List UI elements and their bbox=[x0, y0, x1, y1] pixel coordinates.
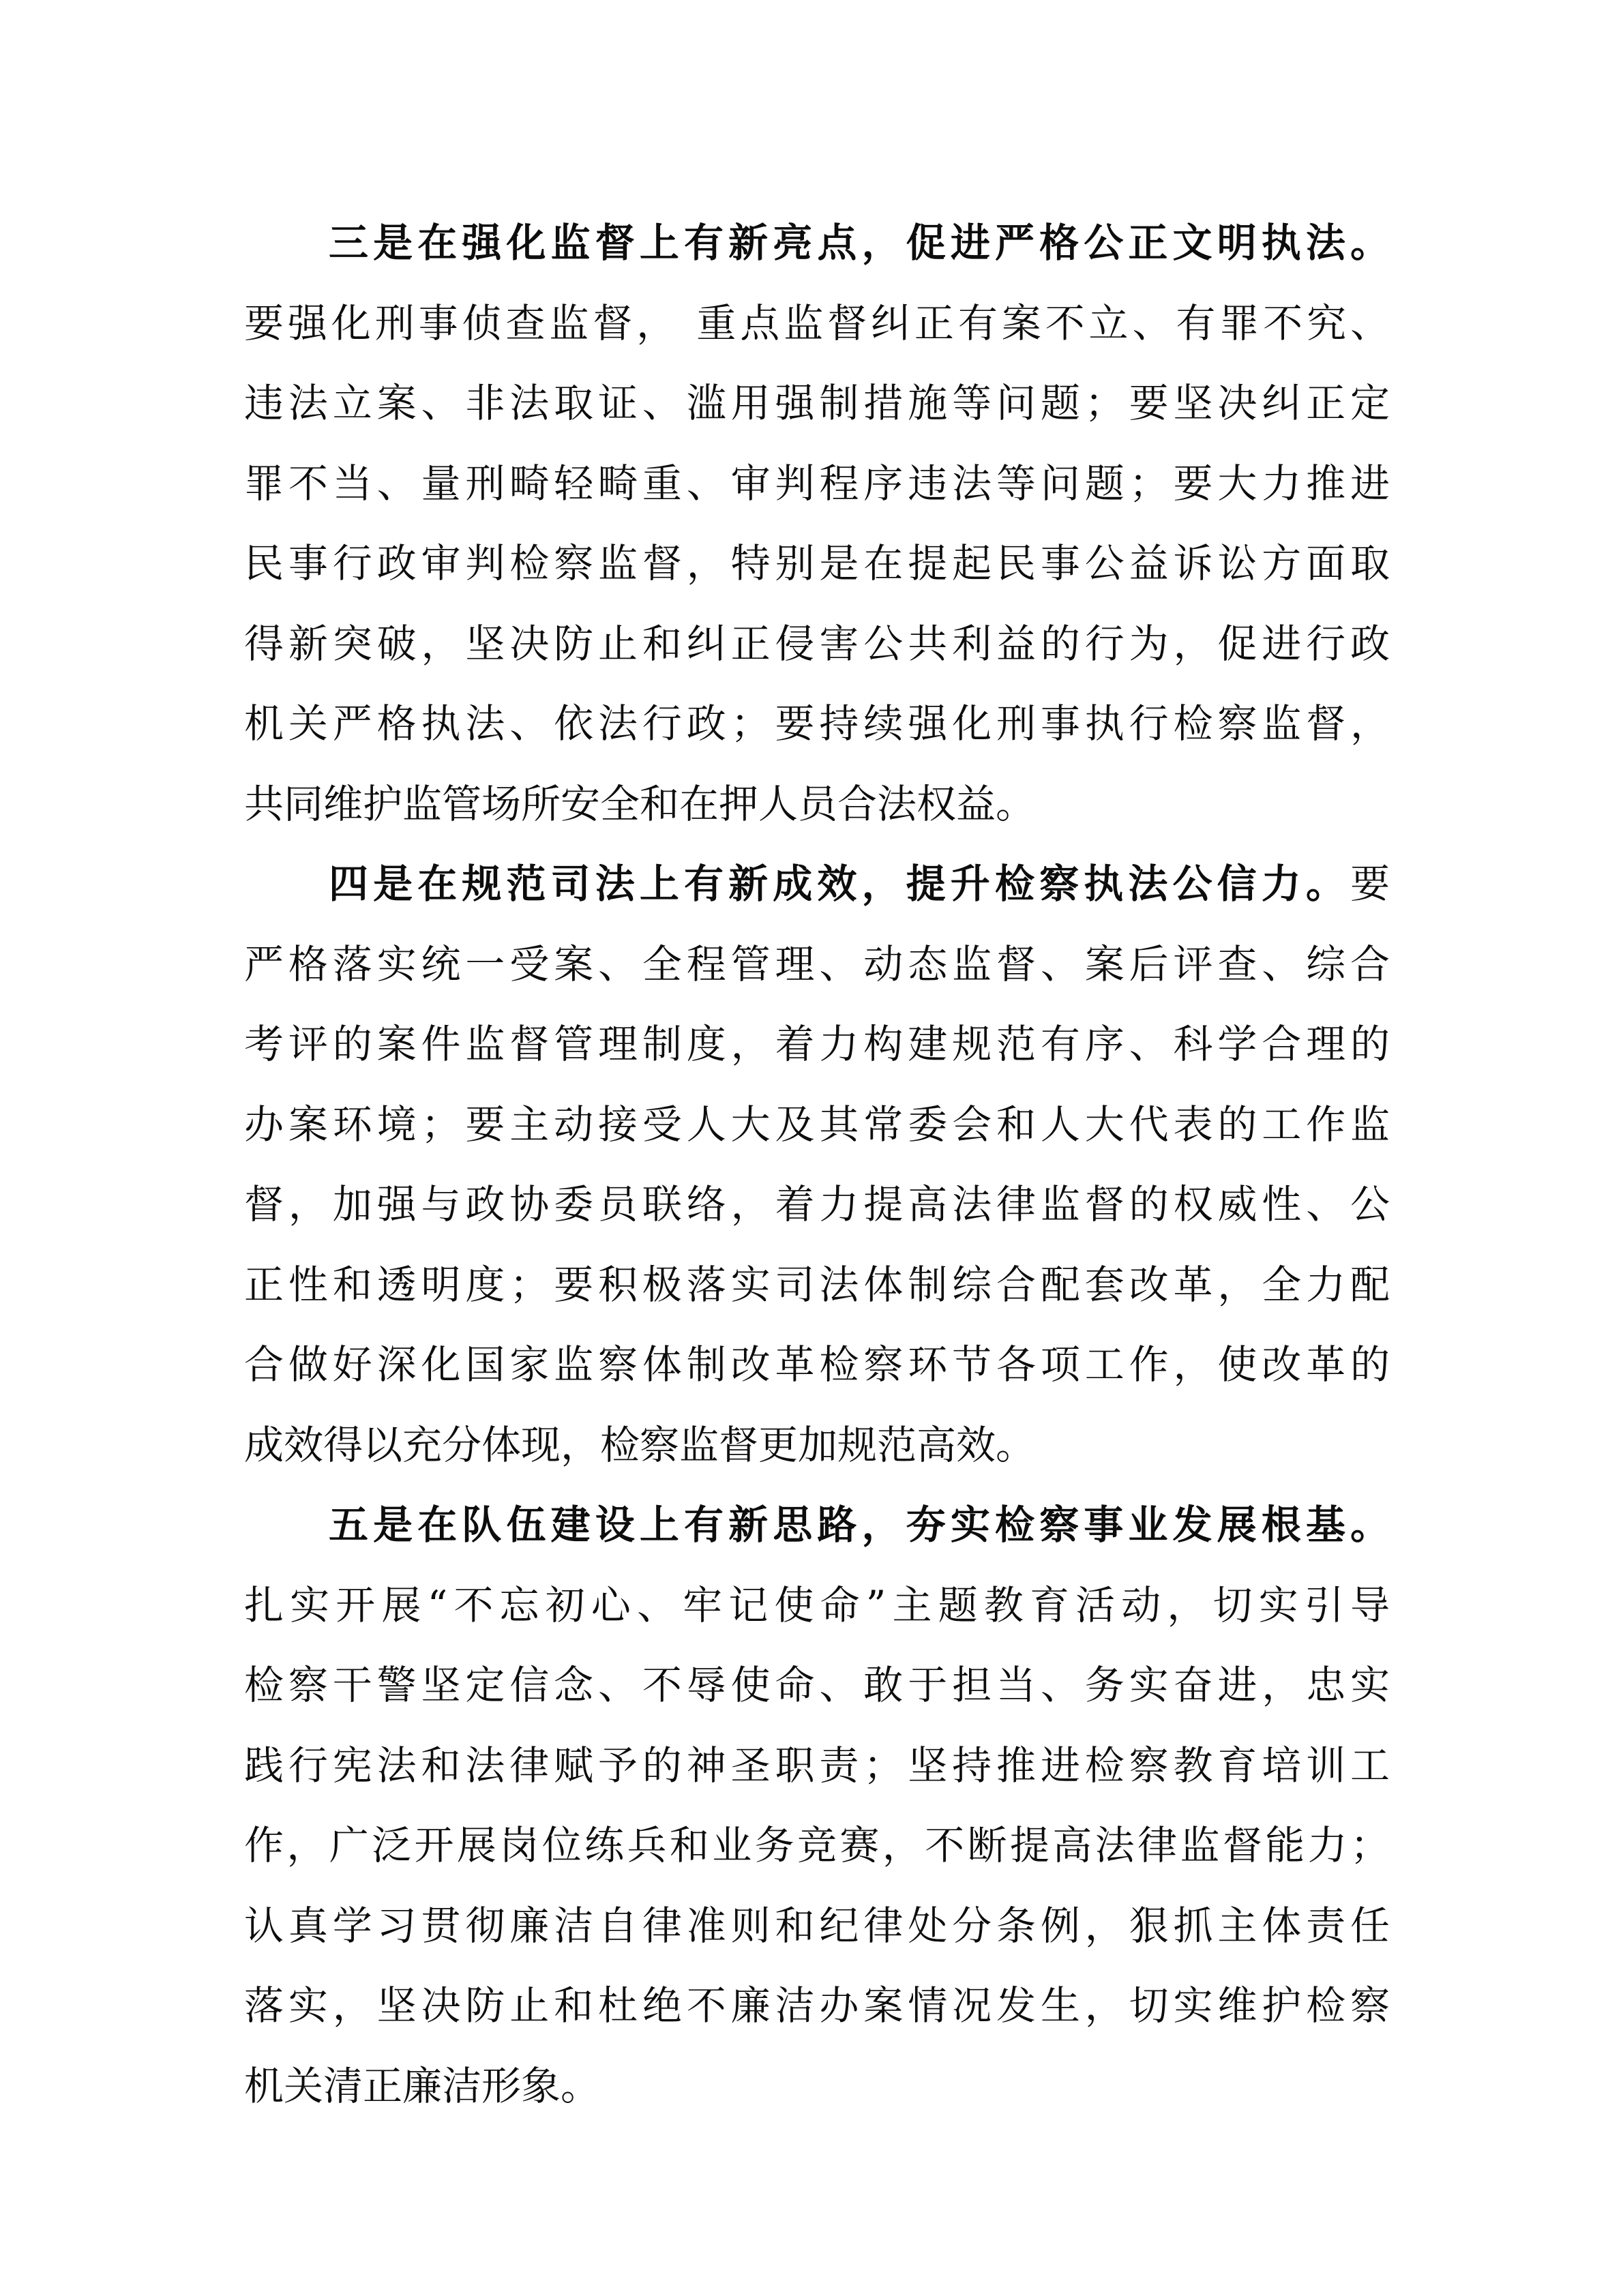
paragraph-line: 成效得以充分体现，检察监督更加规范高效。 bbox=[244, 1421, 1036, 1468]
paragraph-line: 四是在规范司法上有新成效，提升检察执法公信力。要 bbox=[329, 861, 1390, 907]
document-body bbox=[244, 203, 1390, 2126]
paragraph-three bbox=[244, 203, 1390, 844]
paragraph-line: 共同维护监管场所安全和在押人员合法权益。 bbox=[244, 780, 1036, 827]
paragraph-line: 办案环境；要主动接受人大及其常委会和人大代表的工作监 bbox=[244, 1101, 1390, 1148]
paragraph-line: 机关严格执法、依法行政；要持续强化刑事执行检察监督， bbox=[244, 700, 1390, 747]
paragraph-line: 践行宪法和法律赋予的神圣职责；坚持推进检察教育培训工 bbox=[244, 1742, 1390, 1789]
paragraph-line: 落实，坚决防止和杜绝不廉洁办案情况发生，切实维护检察 bbox=[244, 1982, 1390, 2029]
paragraph-line: 认真学习贯彻廉洁自律准则和纪律处分条例，狠抓主体责任 bbox=[244, 1902, 1390, 1949]
paragraph-heading: 四是在规范司法上有新成效，提升检察执法公信力。 bbox=[329, 861, 1350, 907]
paragraph-line: 得新突破，坚决防止和纠正侵害公共利益的行为，促进行政 bbox=[244, 620, 1390, 667]
paragraph-line bbox=[244, 1485, 1390, 1566]
paragraph-five bbox=[244, 1485, 1390, 2126]
paragraph-line: 检察干警坚定信念、不辱使命、敢于担当、务实奋进，忠实 bbox=[244, 1662, 1390, 1708]
paragraph-line: 合做好深化国家监察体制改革检察环节各项工作，使改革的 bbox=[244, 1341, 1390, 1388]
paragraph-line: 作，广泛开展岗位练兵和业务竞赛，不断提高法律监督能力； bbox=[244, 1822, 1390, 1868]
paragraph-heading: 三是在强化监督上有新亮点，促进严格公正文明执法。 bbox=[329, 220, 1390, 266]
paragraph-line: 机关清正廉洁形象。 bbox=[244, 2062, 601, 2109]
paragraph-line bbox=[244, 203, 1390, 284]
paragraph-four bbox=[244, 844, 1390, 1485]
paragraph-heading: 五是在队伍建设上有新思路，夯实检察事业发展根基。 bbox=[329, 1502, 1390, 1548]
paragraph-line: 扎实开展“不忘初心、牢记使命”主题教育活动，切实引导 bbox=[244, 1581, 1390, 1628]
paragraph-line: 要强化刑事侦查监督， 重点监督纠正有案不立、有罪不究、 bbox=[244, 299, 1390, 346]
paragraph-line: 违法立案、非法取证、滥用强制措施等问题；要坚决纠正定 bbox=[244, 380, 1390, 426]
paragraph-line: 严格落实统一受案、全程管理、动态监督、案后评查、综合 bbox=[244, 940, 1390, 987]
paragraph-line: 督，加强与政协委员联络，着力提高法律监督的权威性、公 bbox=[244, 1181, 1390, 1227]
paragraph-line: 考评的案件监督管理制度，着力构建规范有序、科学合理的 bbox=[244, 1021, 1390, 1067]
paragraph-line: 民事行政审判检察监督，特别是在提起民事公益诉讼方面取 bbox=[244, 540, 1390, 586]
paragraph-line: 罪不当、量刑畸轻畸重、审判程序违法等问题；要大力推进 bbox=[244, 460, 1390, 507]
paragraph-line: 正性和透明度；要积极落实司法体制综合配套改革，全力配 bbox=[244, 1261, 1390, 1308]
